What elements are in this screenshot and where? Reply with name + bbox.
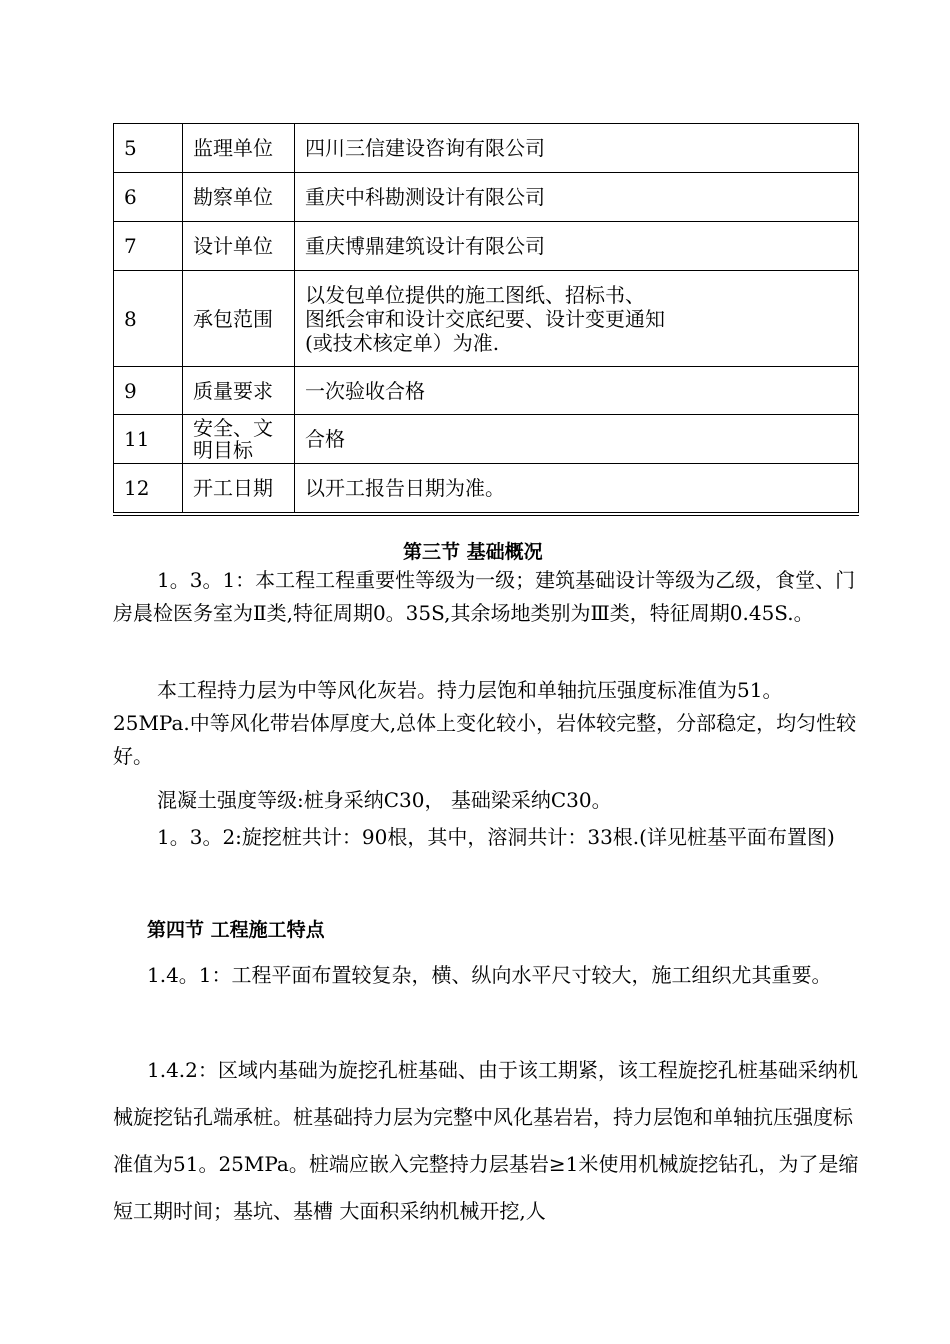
section3-paragraph-4: 1。3。2:旋挖桩共计：90根，其中，溶洞共计：33根.(详见桩基平面布置图) xyxy=(157,825,835,849)
table-row xyxy=(114,222,859,271)
row-item: 勘察单位 xyxy=(183,173,295,222)
table-row xyxy=(114,464,859,514)
row-value: 重庆博鼎建筑设计有限公司 xyxy=(295,222,859,271)
row-item: 监理单位 xyxy=(183,124,295,173)
section4-paragraph-1: 1.4。1：工程平面布置较复杂，横、纵向水平尺寸较大，施工组织尤其重要。 xyxy=(147,963,832,987)
row-number: 7 xyxy=(114,222,183,271)
row-value: 合格 xyxy=(295,415,859,464)
row-number: 6 xyxy=(114,173,183,222)
row-number: 12 xyxy=(114,464,183,514)
row-value: 一次验收合格 xyxy=(295,367,859,415)
row-number: 5 xyxy=(114,124,183,173)
row-number: 11 xyxy=(114,415,183,464)
section3-paragraph-2: 本工程持力层为中等风化灰岩。持力层饱和单轴抗压强度标准值为51。25MPa.中等风化带岩体厚度大,总体上变化较小，岩体较完整，分部稳定，均匀性较好。 xyxy=(113,678,857,768)
table-row xyxy=(114,367,859,415)
row-value: 以开工报告日期为准。 xyxy=(295,464,859,514)
section4-title: 第四节 工程施工特点 xyxy=(147,919,325,941)
project-info-table xyxy=(113,123,859,516)
section3-paragraph-1: 1。3。1：本工程工程重要性等级为一级；建筑基础设计等级为乙级，食堂、门房晨检医务室为Ⅱ类,特征周期0。35S,其余场地类别为Ⅲ类，特征周期0.45S.。 xyxy=(113,568,856,625)
row-item: 安全、文 明目标 xyxy=(183,415,295,464)
row-item: 开工日期 xyxy=(183,464,295,514)
section4-paragraph-2: 1.4.2：区域内基础为旋挖孔桩基础、由于该工期紧，该工程旋挖孔桩基础采纳机械旋挖钻孔端承桩。桩基础持力层为完整中风化基岩岩，持力层饱和单轴抗压强度标准值为51。25MPa。桩端应嵌入完整持力层基岩≥1米使用机械旋挖钻孔，为了是缩短工期时间；基坑、基槽 大面积采纳机械开挖,人 xyxy=(113,1058,859,1223)
table-row xyxy=(114,124,859,173)
row-item: 承包范围 xyxy=(183,271,295,367)
row-item: 质量要求 xyxy=(183,367,295,415)
row-value: 四川三信建设咨询有限公司 xyxy=(295,124,859,173)
row-value: 重庆中科勘测设计有限公司 xyxy=(295,173,859,222)
table-row xyxy=(114,415,859,464)
table-row xyxy=(114,173,859,222)
row-number: 9 xyxy=(114,367,183,415)
row-value: 以发包单位提供的施工图纸、招标书、 图纸会审和设计交底纪要、设计变更通知 (或技术核定单）为准. xyxy=(295,271,859,367)
section3-title: 第三节 基础概况 xyxy=(403,541,543,563)
table-row xyxy=(114,271,859,367)
row-number: 8 xyxy=(114,271,183,367)
row-item: 设计单位 xyxy=(183,222,295,271)
section3-paragraph-3: 混凝土强度等级:桩身采纳C30， 基础梁采纳C30。 xyxy=(157,788,612,812)
